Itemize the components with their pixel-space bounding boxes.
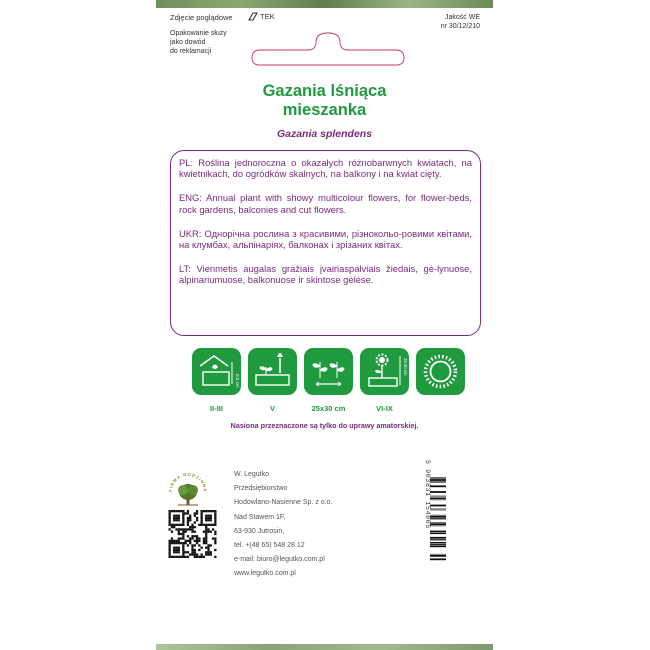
qr-code (167, 510, 218, 558)
tek-label: TEK (260, 12, 275, 21)
description-eng: ENG: Annual plant with showy multicolour flowers, for flower-beds, rock gardens, balconies and cut flowers. (179, 192, 472, 215)
company-line-5: 63-930 Jutrosin, (234, 527, 285, 535)
company-address (234, 468, 332, 582)
complaint-note (170, 29, 250, 56)
quality-line-1: Jakość WE (444, 14, 480, 21)
ean-barcode (416, 470, 446, 562)
title-line-2: mieszanka (282, 101, 367, 119)
flowering-period: VI-IX (376, 404, 393, 413)
product-title (156, 82, 493, 120)
height-label: 25-30 cm (403, 358, 408, 376)
quality-line-2: nr 30/12/210 (440, 23, 480, 30)
description-lt: LT: Vienmetis augalas gražiais įvairiaspalviais žiedais, gė-lynuose, alpinariumuose, balkonuose ir skintose gėlėse. (179, 263, 472, 286)
note-line-3: do reklamacji (170, 48, 212, 55)
quality-info (441, 13, 480, 31)
note-line-1: Opakowanie służy (170, 30, 227, 37)
tek-leaf-icon (248, 12, 258, 21)
flowering-icon (360, 348, 409, 395)
company-line-4: Nad Stawem 1F, (234, 513, 286, 521)
description-box (170, 150, 481, 336)
planting-out-icon (248, 348, 297, 395)
title-line-1: Gazania lśniąca (262, 82, 387, 100)
planting-period: V (269, 404, 275, 413)
amateur-use-note: Nasiona przeznaczone są tylko do uprawy amatorskiej. (230, 421, 419, 430)
sample-photo-label: Zdjęcie poglądowe (170, 13, 233, 22)
barcode-digits: 5 903831 154005 (424, 460, 431, 530)
tek-mark (248, 12, 275, 21)
spacing-icon (304, 348, 353, 395)
company-line-2: Przedsiębiorstwo (234, 485, 288, 493)
sowing-period: II-III (210, 404, 223, 413)
description-pl: PL: Roślina jednoroczna o okazałych różnobarwnych kwiatach, na kwietnikach, do ogródków skalnych, na balkony i na kwiat cięty. (179, 157, 472, 180)
family-company-tree-logo (166, 470, 210, 510)
description-ukr: UKR: Однорічна рослина з красивими, різнокольо-ровими квітами, на клумбах, альпінаріях, балконах і зрізаних квітах. (179, 227, 472, 251)
company-line-1: W. Legutko (234, 471, 270, 478)
depth-label: 0,5 cm (235, 374, 240, 388)
company-line-3: Hodowlano-Nasienne Sp. z o.o. (234, 499, 333, 507)
seed-packet-back (156, 0, 493, 650)
company-email: e-mail: biuro@legutko.com.pl (234, 556, 325, 564)
cultivation-icons (192, 348, 465, 395)
logo-text: FIRMA RODZINNA (167, 471, 209, 493)
top-photo-strip (156, 0, 493, 8)
full-sun-icon (416, 348, 465, 395)
hang-hole-outline (248, 32, 408, 66)
company-phone: tel. +(48 65) 548 28 12 (234, 542, 305, 550)
note-line-2: jako dowód (170, 39, 206, 46)
spacing-value: 25x30 cm (311, 404, 346, 413)
company-website: www.legutko.com.pl (234, 570, 296, 578)
bottom-photo-strip (156, 644, 493, 650)
indoor-sowing-icon (192, 348, 241, 395)
latin-name: Gazania splendens (276, 128, 373, 140)
